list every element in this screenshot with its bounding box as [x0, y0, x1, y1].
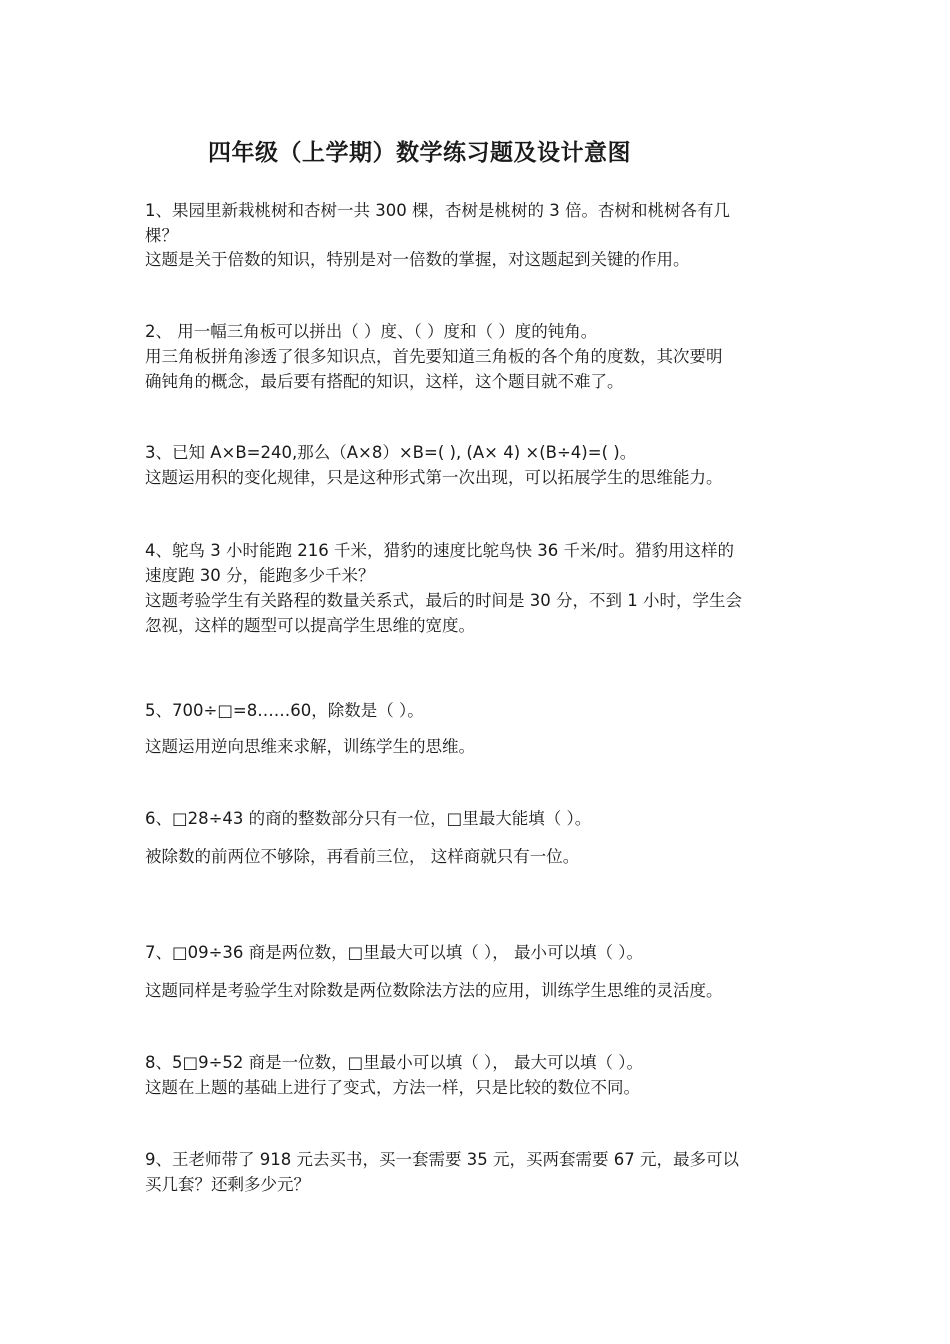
question-1-line-1: 1、果园里新栽桃树和杏树一共 300 棵，杏树是桃树的 3 倍。杏树和桃树各有几 — [145, 201, 730, 220]
note-5: 这题运用逆向思维来求解，训练学生的思维。 — [145, 737, 475, 756]
question-6: 6、□28÷43 的商的整数部分只有一位，□里最大能填（ ）。 — [145, 809, 592, 828]
note-4-line-1: 这题考验学生有关路程的数量关系式，最后的时间是 30 分，不到 1 小时，学生会 — [145, 591, 742, 610]
question-2: 2、 用一幅三角板可以拼出（ ）度、（ ）度和（ ）度的钝角。 — [145, 322, 598, 341]
question-5: 5、700÷□=8……60，除数是（ ）。 — [145, 701, 424, 720]
note-2-line-1: 用三角板拼角渗透了很多知识点，首先要知道三角板的各个角的度数，其次要明 — [145, 347, 723, 366]
note-6: 被除数的前两位不够除，再看前三位， 这样商就只有一位。 — [145, 847, 580, 866]
page-title: 四年级（上学期）数学练习题及设计意图 — [208, 139, 631, 166]
note-3: 这题运用积的变化规律，只是这种形式第一次出现，可以拓展学生的思维能力。 — [145, 468, 723, 487]
note-2-line-2: 确钝角的概念，最后要有搭配的知识，这样，这个题目就不难了。 — [145, 372, 624, 391]
question-4-line-2: 速度跑 30 分，能跑多少千米？ — [145, 566, 375, 585]
note-1: 这题是关于倍数的知识，特别是对一倍数的掌握，对这题起到关键的作用。 — [145, 250, 690, 269]
note-7: 这题同样是考验学生对除数是两位数除法方法的应用，训练学生思维的灵活度。 — [145, 981, 723, 1000]
note-4-line-2: 忽视，这样的题型可以提高学生思维的宽度。 — [145, 616, 475, 635]
question-1-line-2: 棵？ — [145, 226, 178, 245]
question-7: 7、□09÷36 商是两位数，□里最大可以填（ ）， 最小可以填（ ）。 — [145, 943, 643, 962]
question-8: 8、5□9÷52 商是一位数，□里最小可以填（ ）， 最大可以填（ ）。 — [145, 1053, 643, 1072]
note-8: 这题在上题的基础上进行了变式，方法一样，只是比较的数位不同。 — [145, 1078, 640, 1097]
question-9-line-1: 9、王老师带了 918 元去买书，买一套需要 35 元，买两套需要 67 元，最多可以 — [145, 1150, 739, 1169]
question-3: 3、已知 A×B=240,那么（A×8）×B=( ), (A× 4) ×(B÷4)=( )。 — [145, 443, 637, 462]
question-4-line-1: 4、鸵鸟 3 小时能跑 216 千米，猎豹的速度比鸵鸟快 36 千米/时。猎豹用这样的 — [145, 541, 735, 560]
question-9-line-2: 买几套？还剩多少元？ — [145, 1175, 310, 1194]
